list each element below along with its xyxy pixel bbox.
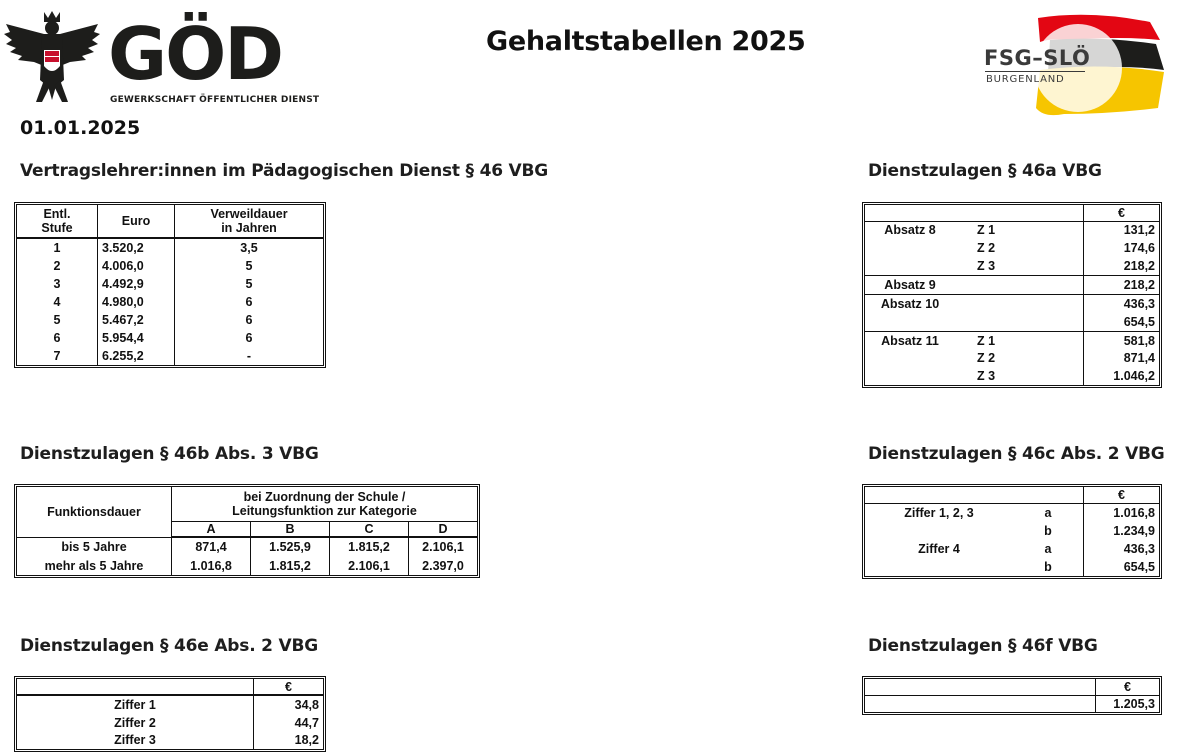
- table-row: Ziffer 3 18,2: [17, 731, 323, 749]
- col-header-funktionsdauer: Funktionsdauer: [17, 487, 172, 537]
- fsg-logo-subtitle: BURGENLAND: [986, 74, 1065, 85]
- page-title: Gehaltstabellen 2025: [486, 26, 806, 57]
- table-row: 4 4.980,0 6: [17, 293, 323, 311]
- table-row: Ziffer 2 44,7: [17, 714, 323, 732]
- table-row: 5 5.467,2 6: [17, 311, 323, 329]
- effective-date: 01.01.2025: [20, 117, 141, 139]
- section-heading-46e: Dienstzulagen § 46e Abs. 2 VBG: [20, 636, 318, 656]
- fsg-logo-text: FSG–SLÖ: [984, 46, 1091, 70]
- table-row: mehr als 5 Jahre 1.016,8 1.815,2 2.106,1 2.397,0: [17, 557, 477, 575]
- col-header-kat-d: D: [409, 521, 478, 537]
- table-46f: [862, 676, 1162, 715]
- section-heading-46c: Dienstzulagen § 46c Abs. 2 VBG: [868, 444, 1165, 464]
- table-row: Ziffer 1 34,8: [17, 695, 323, 714]
- table-46e: [14, 676, 326, 752]
- table-row: Absatz 9 218,2: [865, 275, 1159, 294]
- table-row: 2 4.006,0 5: [17, 257, 323, 275]
- table-row: 654,5: [865, 313, 1159, 331]
- table-row: Absatz 10 436,3: [865, 294, 1159, 312]
- table-row: Absatz 8 Z 1 131,2: [865, 221, 1159, 239]
- section-heading-46a: Dienstzulagen § 46a VBG: [868, 161, 1102, 181]
- eagle-logo-icon: [4, 10, 100, 104]
- table-row: 3 4.492,9 5: [17, 275, 323, 293]
- table-row: 6 5.954,4 6: [17, 329, 323, 347]
- table-46c: [862, 484, 1162, 579]
- table-46b: [14, 484, 480, 578]
- table-row: 1 3.520,2 3,5: [17, 238, 323, 257]
- table-row: bis 5 Jahre 871,4 1.525,9 1.815,2 2.106,1: [17, 537, 477, 557]
- col-header-euro-46c: €: [1084, 487, 1160, 503]
- table-row: Z 2 871,4: [865, 350, 1159, 368]
- section-heading-46: Vertragslehrer:innen im Pädagogischen Dienst § 46 VBG: [20, 161, 549, 181]
- table-row: 1.205,3: [865, 695, 1159, 712]
- table-row: 7 6.255,2 -: [17, 347, 323, 365]
- god-logo-subtitle: GEWERKSCHAFT ÖFFENTLICHER DIENST: [110, 95, 320, 105]
- col-header-euro-46e: €: [254, 679, 324, 695]
- col-header-euro-46a: €: [1084, 205, 1160, 221]
- god-logo-text: GÖD: [108, 12, 283, 96]
- table-46: [14, 202, 326, 368]
- section-heading-46b: Dienstzulagen § 46b Abs. 3 VBG: [20, 444, 319, 464]
- table-row: Ziffer 4 a 436,3: [865, 540, 1159, 558]
- table-row: b 654,5: [865, 558, 1159, 576]
- table-row: b 1.234,9: [865, 522, 1159, 540]
- col-header-stufe: Entl. Stufe: [17, 205, 98, 238]
- col-header-kat-b: B: [251, 521, 330, 537]
- col-header-kat-c: C: [330, 521, 409, 537]
- col-header-kat-a: A: [172, 521, 251, 537]
- table-row: Z 3 218,2: [865, 257, 1159, 275]
- table-46a: [862, 202, 1162, 388]
- col-header-euro-46f: €: [1096, 679, 1160, 695]
- section-heading-46f: Dienstzulagen § 46f VBG: [868, 636, 1098, 656]
- col-header-kategorie-group: bei Zuordnung der Schule / Leitungsfunktion zur Kategorie: [172, 487, 478, 521]
- table-row: Z 2 174,6: [865, 239, 1159, 257]
- table-row: Z 3 1.046,2: [865, 367, 1159, 385]
- col-header-verweildauer: Verweildauer in Jahren: [175, 205, 324, 238]
- table-row: Ziffer 1, 2, 3 a 1.016,8: [865, 503, 1159, 522]
- fsg-logo-rule: [985, 71, 1085, 72]
- col-header-euro: Euro: [98, 205, 175, 238]
- table-row: Absatz 11 Z 1 581,8: [865, 331, 1159, 349]
